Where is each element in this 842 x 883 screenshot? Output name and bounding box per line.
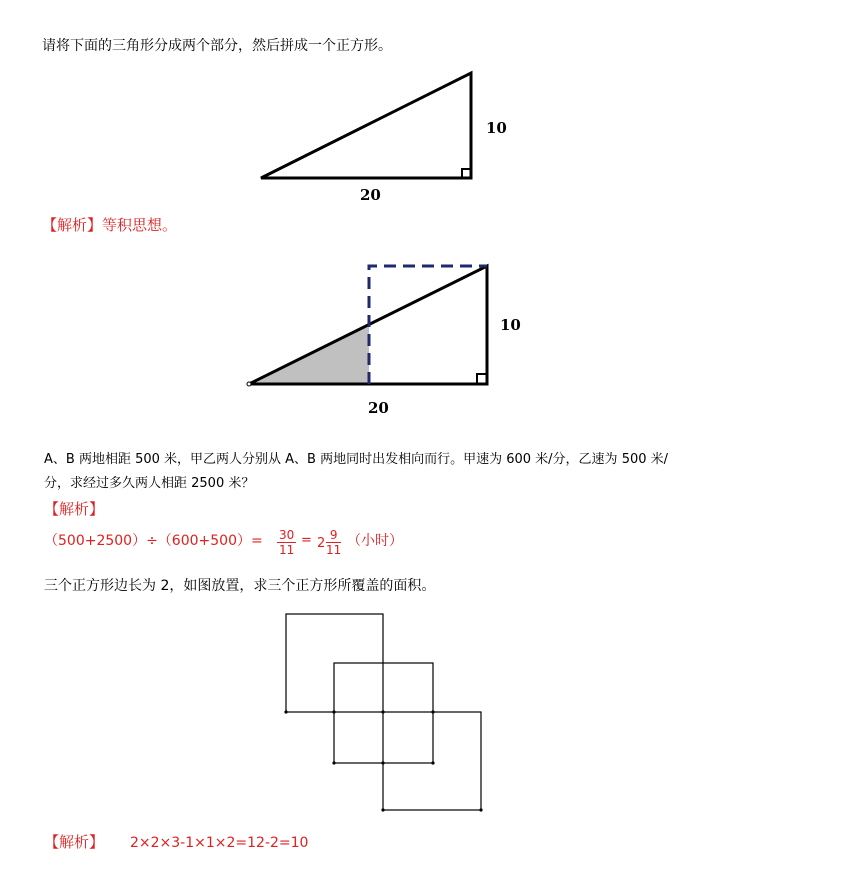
- q1-prompt: 请将下面的三角形分成两个部分，然后拼成一个正方形。: [42, 38, 392, 54]
- corner-dot: [431, 761, 434, 764]
- fig2-base-label: 20: [368, 399, 389, 417]
- q3-prompt: 三个正方形边长为 2，如图放置，求三个正方形所覆盖的面积。: [44, 578, 436, 594]
- three-squares-figure: [284, 614, 482, 812]
- triangle-figure-2: [247, 266, 521, 417]
- corner-dot: [431, 710, 434, 713]
- square-3: [383, 712, 481, 810]
- q3-answer: 2×2×3-1×1×2=12-2=10: [130, 835, 309, 851]
- corner-dot: [284, 710, 287, 713]
- fraction-numerator: 30: [279, 528, 295, 542]
- corner-dot: [381, 808, 384, 811]
- triangle-side-label: 10: [486, 119, 507, 137]
- q2-prompt-line1: A、B 两地相距 500 米，甲乙两人分别从 A、B 两地同时出发相向而行。甲速为 600 米/分，乙速为 500 米/: [44, 452, 669, 467]
- analysis-tag: 【解析】: [42, 216, 103, 234]
- q2-prompt-line2: 分，求经过多久两人相距 2500 米？: [44, 476, 255, 491]
- triangle-figure-1: [261, 73, 507, 204]
- fig2-side-label: 10: [500, 316, 521, 334]
- equals-sign: =: [301, 533, 312, 548]
- vertex-dot: [247, 382, 251, 386]
- fraction-30-11: [277, 528, 296, 557]
- q3-analysis-tag: 【解析】: [44, 833, 105, 851]
- triangle-shape: [261, 73, 471, 178]
- corner-dot: [332, 761, 335, 764]
- fraction-numerator: 9: [326, 528, 341, 543]
- triangle-base-label: 20: [360, 186, 381, 204]
- q1-analysis: [42, 216, 177, 234]
- fraction-denominator: 11: [326, 543, 342, 557]
- q2-formula: （500+2500）÷（600+500）=: [44, 533, 263, 549]
- corner-dot: [381, 761, 384, 764]
- q2-analysis-tag: 【解析】: [44, 500, 105, 518]
- mixed-whole: 2: [317, 536, 326, 551]
- fraction-9-11: [326, 528, 341, 557]
- analysis-text: 等积思想。: [102, 216, 178, 234]
- corner-dot: [479, 808, 482, 811]
- unit-text: （小时）: [347, 533, 403, 549]
- corner-dot: [381, 710, 384, 713]
- dashed-square-outline: [369, 266, 487, 384]
- corner-dot: [332, 710, 335, 713]
- fraction-denominator: 11: [279, 543, 295, 557]
